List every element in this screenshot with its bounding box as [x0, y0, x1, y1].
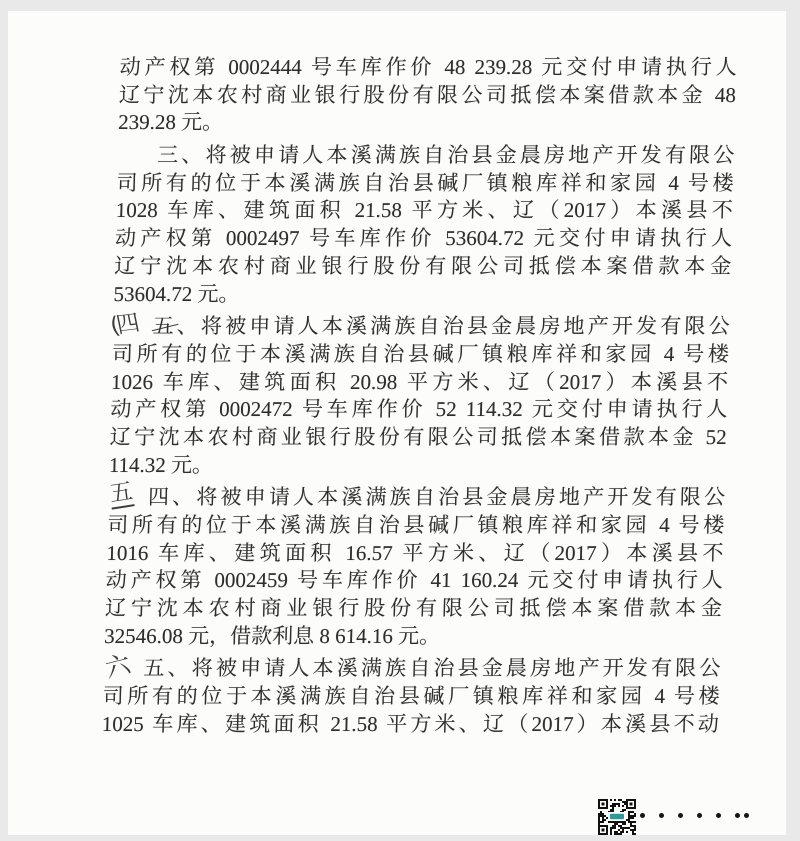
handwritten-correction-five: 五	[108, 478, 135, 508]
text-line: 司所有的位于本溪满族自治县碱厂镇粮库祥和家园 4 号楼	[102, 684, 720, 709]
paragraph-clause-three	[113, 142, 734, 308]
text-line	[108, 310, 730, 341]
dot-icon	[697, 813, 702, 818]
dot-icon	[640, 813, 645, 818]
text-line: 1016 车库、建筑面积 16.57 平方米、辽（2017）本溪县不	[106, 540, 724, 565]
paragraph-continuation	[118, 54, 737, 137]
text-line: 辽宁沈本农村商业银行股份有限公司抵偿本案借款本金	[104, 596, 723, 621]
dot-icon	[744, 813, 749, 818]
handwritten-correction-six: 六	[102, 649, 134, 685]
document-text	[101, 54, 737, 744]
text-line: 动产权第 0002444 号车库作价 48 239.28 元交付申请执行人	[119, 55, 737, 79]
dots-separator	[640, 813, 749, 818]
text-line	[102, 649, 721, 685]
dot-icon	[659, 813, 664, 818]
text-line: 动产权第 0002497 号车库作价 53604.72 元交付申请执行人	[114, 226, 733, 251]
text-line: 1028 车库、建筑面积 21.58 平方米、辽（2017）本溪县不	[115, 198, 734, 223]
text-line: 32546.08 元，借款利息 8 614.16 元。	[103, 623, 441, 648]
text-line: 1025 车库、建筑面积 21.58 平方米、辽（2017）本溪县不动	[101, 711, 720, 736]
text-line: 辽宁沈本农村商业银行股份有限公司抵偿本案借款本金 52	[109, 424, 727, 449]
dot-icon	[678, 813, 683, 818]
text-line	[108, 478, 726, 512]
paragraph-clause-four	[108, 310, 730, 479]
text-line: 239.28 元。	[117, 110, 224, 135]
text-line: 司所有的位于本溪满族自治县碱厂镇粮库祥和家园 4 号楼	[111, 341, 730, 366]
text-line: 辽宁沈本农村商业银行股份有限公司抵偿本案借款本金 48	[118, 82, 737, 107]
dot-icon	[735, 813, 740, 818]
text-line: 动产权第 0002459 号车库作价 41 160.24 元交付申请执行人	[105, 568, 724, 593]
paragraph-clause-six	[101, 649, 721, 738]
dot-icon	[716, 813, 721, 818]
text-line: 辽宁沈本农村商业银行股份有限公司抵偿本案借款本金	[113, 253, 732, 278]
text-line: 53604.72 元。	[113, 281, 240, 306]
text-line: 三、将被申请人本溪满族自治县金晨房地产开发有限公	[156, 143, 735, 168]
text-line: 114.32 元。	[108, 452, 214, 477]
text-line-content: 五、将被申请人本溪满族自治县金晨房地产开发有限公	[143, 656, 721, 681]
text-line: 司所有的位于本溪满族自治县碱厂镇粮库祥和家园 4 号楼	[116, 170, 734, 195]
text-line: 动产权第 0002472 号车库作价 52 114.32 元交付申请执行人	[110, 397, 728, 422]
qr-code-icon	[598, 799, 636, 835]
text-line: 司所有的位于本溪满族自治县碱厂镇粮库祥和家园 4 号楼	[106, 513, 725, 537]
document-page	[8, 11, 786, 835]
paragraph-clause-five	[103, 478, 726, 650]
text-line-content: 五、将被申请人本溪满族自治县金晨房地产开发有限公	[152, 314, 730, 339]
handwritten-correction-four: (四	[108, 310, 140, 340]
text-line: 1026 车库、建筑面积 20.98 平方米、辽（2017）本溪县不	[110, 369, 729, 394]
text-line-content: 四、将被申请人本溪满族自治县金晨房地产开发有限公	[147, 485, 726, 510]
